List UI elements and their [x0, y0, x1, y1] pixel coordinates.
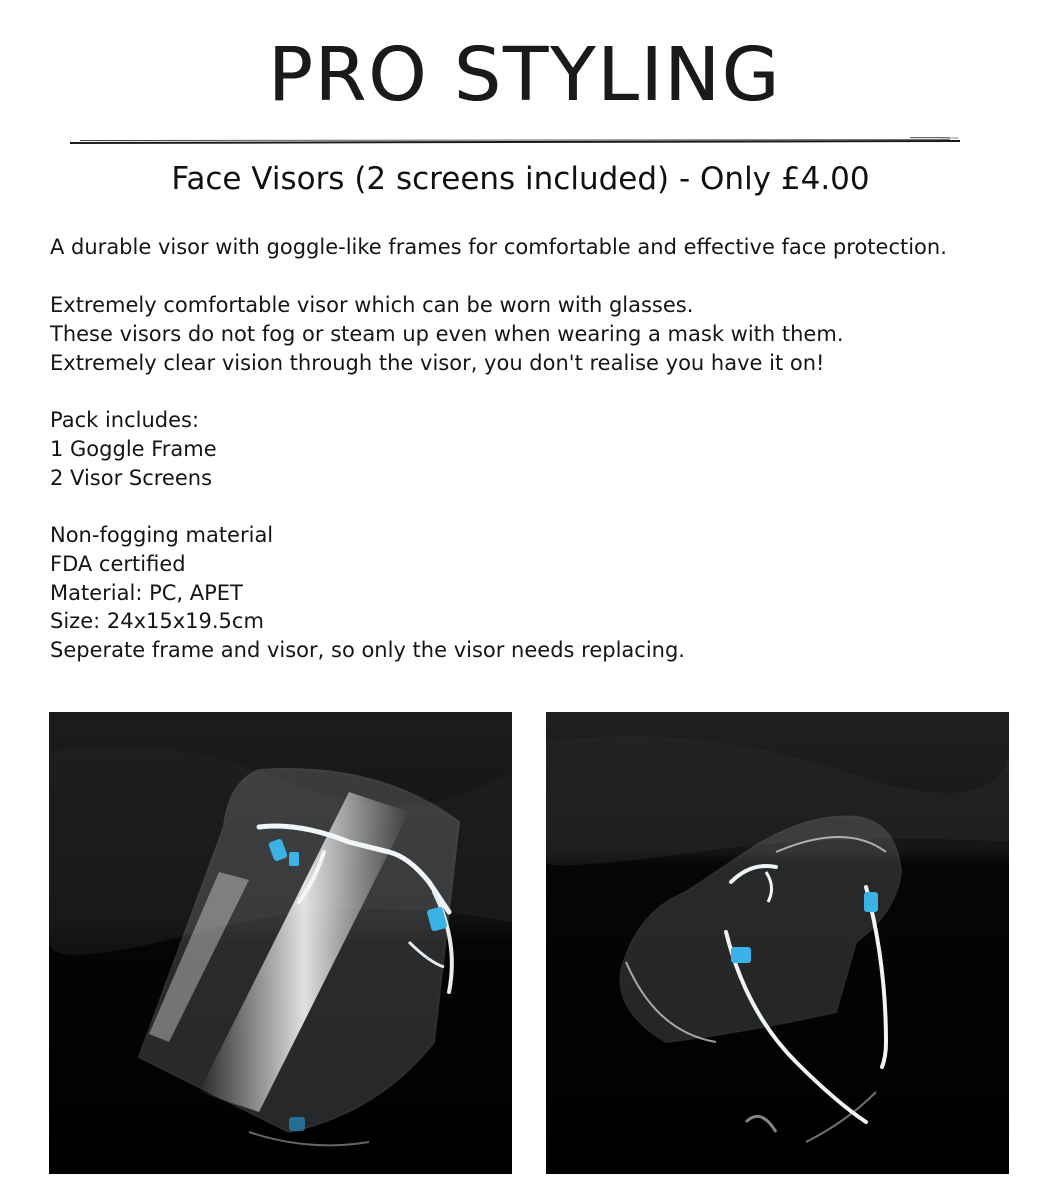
face-visor-side-image — [546, 712, 1009, 1174]
pack-item: 2 Visor Screens — [50, 465, 213, 490]
description-intro — [50, 233, 1010, 262]
brand-divider — [70, 134, 960, 146]
spec-list — [50, 521, 1010, 665]
feature-line: Extremely clear vision through the visor, you don't realise you have it on! — [50, 350, 825, 375]
pack-heading: Pack includes: — [50, 408, 200, 432]
spec-line: Seperate frame and visor, so only the visor needs replacing. — [50, 638, 685, 663]
spec-line: Size: 24x15x19.5cm — [50, 609, 264, 634]
feature-line: Extremely comfortable visor which can be worn with glasses. — [50, 293, 694, 317]
product-photo-side — [546, 712, 1009, 1174]
feature-list — [50, 291, 1010, 377]
spec-line: Non-fogging material — [50, 523, 274, 547]
intro-text: A durable visor with goggle-like frames for comfortable and effective face protection. — [50, 235, 947, 259]
pack-item: 1 Goggle Frame — [50, 436, 217, 461]
spec-line: Material: PC, APET — [50, 580, 243, 605]
feature-line: These visors do not fog or steam up even when wearing a mask with them. — [50, 321, 844, 346]
pack-contents — [50, 406, 1010, 492]
spec-line: FDA certified — [50, 551, 186, 576]
face-visor-front-image — [49, 712, 512, 1174]
product-photo-front — [49, 712, 512, 1174]
brand-title: PRO STYLING — [268, 32, 781, 118]
product-title: Face Visors (2 screens included) - Only £4.00 — [171, 161, 870, 197]
